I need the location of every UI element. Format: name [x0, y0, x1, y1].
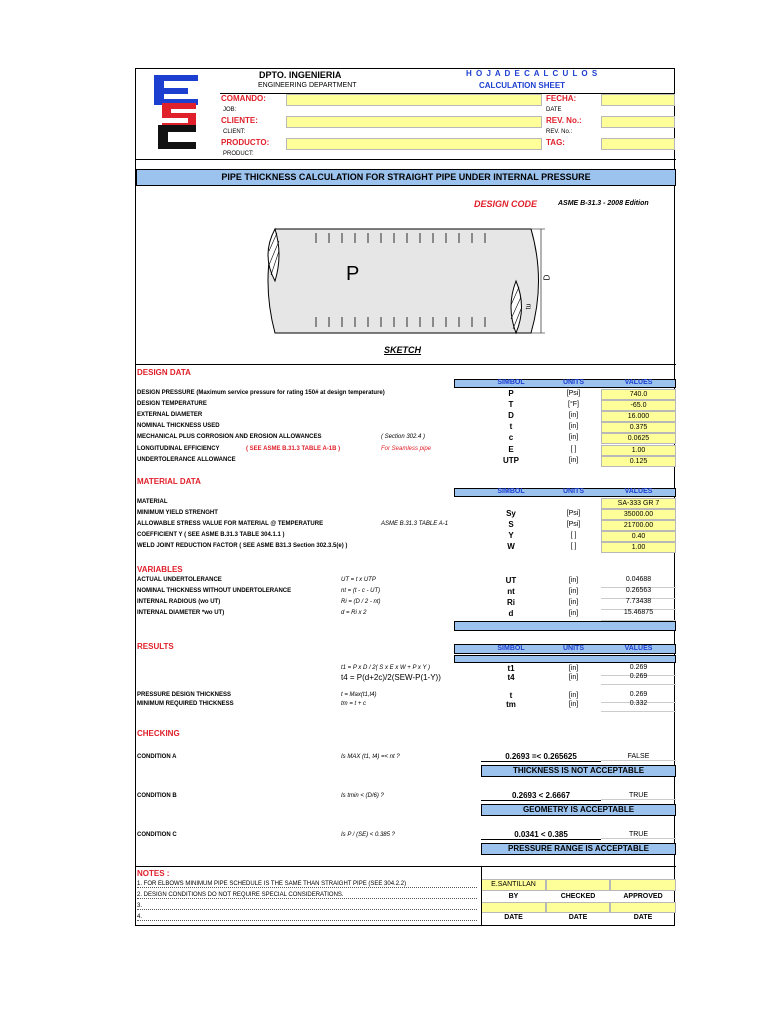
row-value: 15.46875: [601, 609, 676, 621]
row-formula: UT = t x UTP: [341, 577, 376, 583]
row-unit: [in]: [568, 577, 579, 584]
cliente-field[interactable]: [286, 116, 542, 128]
by-label: BY: [508, 893, 519, 900]
note-item: 4.: [137, 914, 477, 921]
product-label: PRODUCT:: [223, 151, 254, 157]
row-label: INTERNAL RADIOUS (wo UT): [137, 599, 221, 605]
col-values-2: VALUES: [624, 488, 653, 495]
col-units-3: UNITS: [563, 645, 584, 652]
row-label: MATERIAL: [137, 499, 168, 505]
condition-verdict: THICKNESS IS NOT ACCEPTABLE: [481, 765, 676, 777]
by-date-field[interactable]: [481, 902, 546, 913]
condition-expr: 0.2693 =< 0.265625: [481, 752, 601, 762]
sketch-d-label: D: [542, 274, 552, 281]
row-symbol: c: [508, 433, 514, 443]
row-unit: [ ]: [570, 543, 577, 550]
sheet-title-en: CALCULATION SHEET: [479, 81, 566, 90]
rev-en-label: REV. No.:: [546, 129, 573, 135]
row-value[interactable]: 0.375: [601, 422, 676, 433]
col-values-3: VALUES: [624, 645, 653, 652]
row-unit: [Psi]: [566, 390, 581, 397]
row-unit: [ ]: [570, 445, 577, 453]
row-label: INTERNAL DIAMETER *wo UT): [137, 610, 225, 616]
row-unit: [in]: [568, 456, 579, 464]
checked-date-field[interactable]: [546, 902, 610, 913]
note-item: 1. FOR ELBOWS MINIMUM PIPE SCHEDULE IS THE SAME THAN STRAIGHT PIPE (SEE 304.2.2): [137, 881, 477, 888]
row-value: 0.269: [601, 691, 676, 703]
col-units: UNITS: [563, 379, 584, 386]
producto-label: PRODUCTO:: [221, 138, 270, 147]
col-simbol-2: SIMBOL: [497, 488, 525, 495]
row-symbol: S: [508, 520, 514, 529]
row-unit: [in]: [568, 610, 579, 617]
row-formula: tm = t + c: [341, 701, 367, 707]
row-value[interactable]: SA-333 GR 7: [601, 498, 676, 509]
row-unit: [in]: [568, 701, 579, 708]
row-label: LONGITUDINAL EFFICIENCY: [137, 445, 220, 452]
row-label: MINIMUM YIELD STRENGHT: [137, 510, 218, 516]
row-formula: d = Ri x 2: [341, 610, 367, 616]
approved-name-field[interactable]: [610, 879, 676, 891]
row-unit: [Psi]: [566, 510, 581, 517]
row-symbol: P: [508, 389, 514, 398]
row-label: MECHANICAL PLUS CORROSION AND EROSION ALLOWANCES: [137, 434, 322, 441]
tag-label: TAG:: [546, 138, 565, 147]
sheet-title-es: H O J A D E C A L C U L O S: [466, 69, 599, 78]
sketch-label: SKETCH: [384, 345, 422, 355]
row-formula: t1 = P x D / 2( S x E x W + P x Y ): [341, 665, 431, 671]
row-note: ASME B.31.3 TABLE A-1: [381, 521, 449, 527]
row-unit: [in]: [568, 692, 579, 699]
dept-es: DPTO. INGENIERIA: [259, 70, 342, 80]
row-symbol: D: [508, 411, 514, 421]
sketch-t-label: tu: [525, 303, 533, 310]
condition-question: Is MAX (t1, t4) =< nt ?: [341, 754, 400, 760]
row-label: MINIMUM REQUIRED THICKNESS: [137, 701, 234, 707]
condition-question: Is P / (SE) < 0.385 ?: [341, 832, 395, 838]
row-symbol: E: [508, 444, 514, 454]
col-units-2: UNITS: [563, 488, 584, 495]
checked-name-field[interactable]: [546, 879, 610, 891]
row-value[interactable]: 35000.00: [601, 509, 676, 520]
row-formula: t = Max(t1,t4): [341, 692, 377, 698]
condition-label: CONDITION C: [137, 832, 177, 838]
row-value: 0.269: [601, 673, 676, 685]
row-symbol: t1: [507, 664, 515, 673]
row-symbol: t: [509, 422, 513, 432]
row-label: UNDERTOLERANCE ALLOWANCE: [137, 456, 236, 463]
row-value: 0.269: [601, 664, 676, 676]
condition-result: TRUE: [601, 831, 676, 839]
row-value[interactable]: 21700.00: [601, 520, 676, 531]
by-date-label: DATE: [504, 914, 523, 921]
row-symbol: W: [507, 542, 515, 551]
row-symbol: t: [509, 691, 513, 700]
pipe-sketch: [261, 221, 551, 341]
design-code-label: DESIGN CODE: [474, 199, 538, 209]
row-unit: [in]: [568, 599, 579, 606]
row-symbol: Ri: [507, 598, 515, 607]
date-label: DATE: [546, 107, 562, 113]
row-unit: [in]: [568, 423, 579, 431]
row-unit: [Psi]: [566, 521, 581, 528]
fecha-label: FECHA:: [546, 94, 577, 103]
condition-question: Is tmin < (D/6) ?: [341, 793, 384, 799]
checked-label: CHECKED: [560, 893, 596, 900]
tag-field[interactable]: [601, 138, 675, 150]
row-unit: [ ]: [570, 532, 577, 539]
rev-field[interactable]: [601, 116, 675, 128]
variables-heading: VARIABLES: [137, 565, 183, 574]
row-value[interactable]: 0.0625: [601, 433, 676, 444]
row-value[interactable]: 1.00: [601, 445, 676, 456]
row-label: PRESSURE DESIGN THICKNESS: [137, 692, 232, 698]
row-symbol: t4: [507, 673, 515, 682]
by-name-field[interactable]: E.SANTILLAN: [481, 879, 546, 891]
note-item: 2. DESIGN CONDITIONS DO NOT REQUIRE SPECIAL CONSIDERATIONS.: [137, 892, 477, 899]
condition-verdict: PRESSURE RANGE IS ACCEPTABLE: [481, 843, 676, 855]
rev-label: REV. No.:: [546, 116, 582, 125]
row-unit: [°F]: [568, 401, 579, 409]
row-value[interactable]: -65.0: [601, 400, 676, 411]
row-value[interactable]: 0.40: [601, 531, 676, 542]
row-label: WELD JOINT REDUCTION FACTOR ( SEE ASME B31.3 Section 302.3.5(e) ): [137, 543, 348, 549]
row-unit: [in]: [568, 674, 579, 681]
row-symbol: UTP: [503, 455, 519, 465]
row-label: COEFFICIENT Y ( SEE ASME B.31.3 TABLE 304.1.1 ): [137, 532, 285, 538]
results-heading: RESULTS: [137, 642, 174, 651]
approved-date-label: DATE: [633, 914, 653, 921]
row-unit: [in]: [568, 434, 579, 442]
condition-expr: 0.0341 < 0.385: [481, 830, 601, 840]
row-label: ACTUAL UNDERTOLERANCE: [137, 577, 222, 583]
row-label: EXTERNAL DIAMETER: [137, 412, 203, 419]
company-logo: [144, 73, 204, 151]
row-label-note: ( SEE ASME B.31.3 TABLE A-1B ): [246, 445, 341, 452]
job-label: JOB:: [223, 107, 237, 113]
row-label: DESIGN PRESSURE (Maximum service pressure for rating 150# at design temperature): [137, 390, 385, 396]
condition-label: CONDITION B: [137, 793, 177, 799]
calculation-sheet: [135, 68, 675, 926]
row-formula: nt = (t - c - UT): [341, 588, 381, 594]
row-unit: [in]: [568, 588, 579, 595]
approved-date-field[interactable]: [610, 902, 676, 913]
row-note: For Seamless pipe: [381, 445, 432, 452]
material-data-heading: MATERIAL DATA: [137, 477, 201, 486]
row-value: 7.73438: [601, 598, 676, 610]
fecha-field[interactable]: [601, 94, 675, 106]
condition-verdict: GEOMETRY IS ACCEPTABLE: [481, 804, 676, 816]
row-unit: [in]: [568, 665, 579, 672]
row-symbol: Sy: [506, 509, 516, 518]
row-value[interactable]: 740.0: [601, 389, 676, 400]
row-value: 0.04688: [601, 576, 676, 588]
condition-result: TRUE: [601, 792, 676, 800]
row-symbol: nt: [507, 587, 515, 596]
row-unit: [in]: [568, 412, 579, 420]
page-title: PIPE THICKNESS CALCULATION FOR STRAIGHT PIPE UNDER INTERNAL PRESSURE: [136, 169, 676, 186]
row-value[interactable]: 16.000: [601, 411, 676, 422]
row-symbol: Y: [508, 531, 514, 540]
row-value[interactable]: 0.125: [601, 456, 676, 467]
row-note: ( Section 302.4 ): [381, 434, 426, 441]
producto-field[interactable]: [286, 138, 542, 150]
approved-label: APPROVED: [623, 893, 663, 900]
design-data-heading: DESIGN DATA: [137, 368, 191, 377]
row-value: 0.332: [601, 700, 676, 712]
row-label: DESIGN TEMPERATURE: [137, 401, 207, 408]
dept-en: ENGINEERING DEPARTMENT: [258, 82, 357, 89]
row-symbol: UT: [505, 576, 517, 585]
row-label: NOMINAL THICKNESS WITHOUT UNDERTOLERANCE: [137, 588, 292, 594]
col-values: VALUES: [624, 379, 653, 386]
row-label: ALLOWABLE STRESS VALUE FOR MATERIAL @ TEMPERATURE: [137, 521, 324, 527]
row-label: NOMINAL THICKNESS USED: [137, 423, 220, 430]
row-symbol: tm: [506, 700, 516, 709]
row-value: 0.26563: [601, 587, 676, 599]
design-code-value: ASME B-31.3 - 2008 Edition: [558, 200, 649, 207]
client-label: CLIENT:: [223, 129, 246, 135]
condition-result: FALSE: [601, 753, 676, 761]
row-symbol: d: [508, 609, 514, 618]
comando-field[interactable]: [286, 94, 542, 106]
note-item: 3.: [137, 903, 477, 910]
checked-date-label: DATE: [568, 914, 588, 921]
comando-label: COMANDO:: [221, 94, 266, 103]
row-formula: t4 = P(d+2c)/2(SEW-P(1-Y)): [341, 673, 441, 682]
col-simbol: SIMBOL: [497, 379, 525, 386]
col-simbol-3: SIMBOL: [497, 645, 525, 652]
checking-heading: CHECKING: [137, 729, 180, 738]
notes-heading: NOTES :: [137, 869, 170, 878]
row-formula: Ri = (D / 2 - nt): [341, 599, 381, 605]
row-symbol: T: [508, 400, 514, 410]
row-value[interactable]: 1.00: [601, 542, 676, 553]
condition-label: CONDITION A: [137, 754, 177, 760]
sketch-p-label: P: [346, 263, 360, 285]
condition-expr: 0.2693 < 2.6667: [481, 791, 601, 801]
cliente-label: CLIENTE:: [221, 116, 258, 125]
